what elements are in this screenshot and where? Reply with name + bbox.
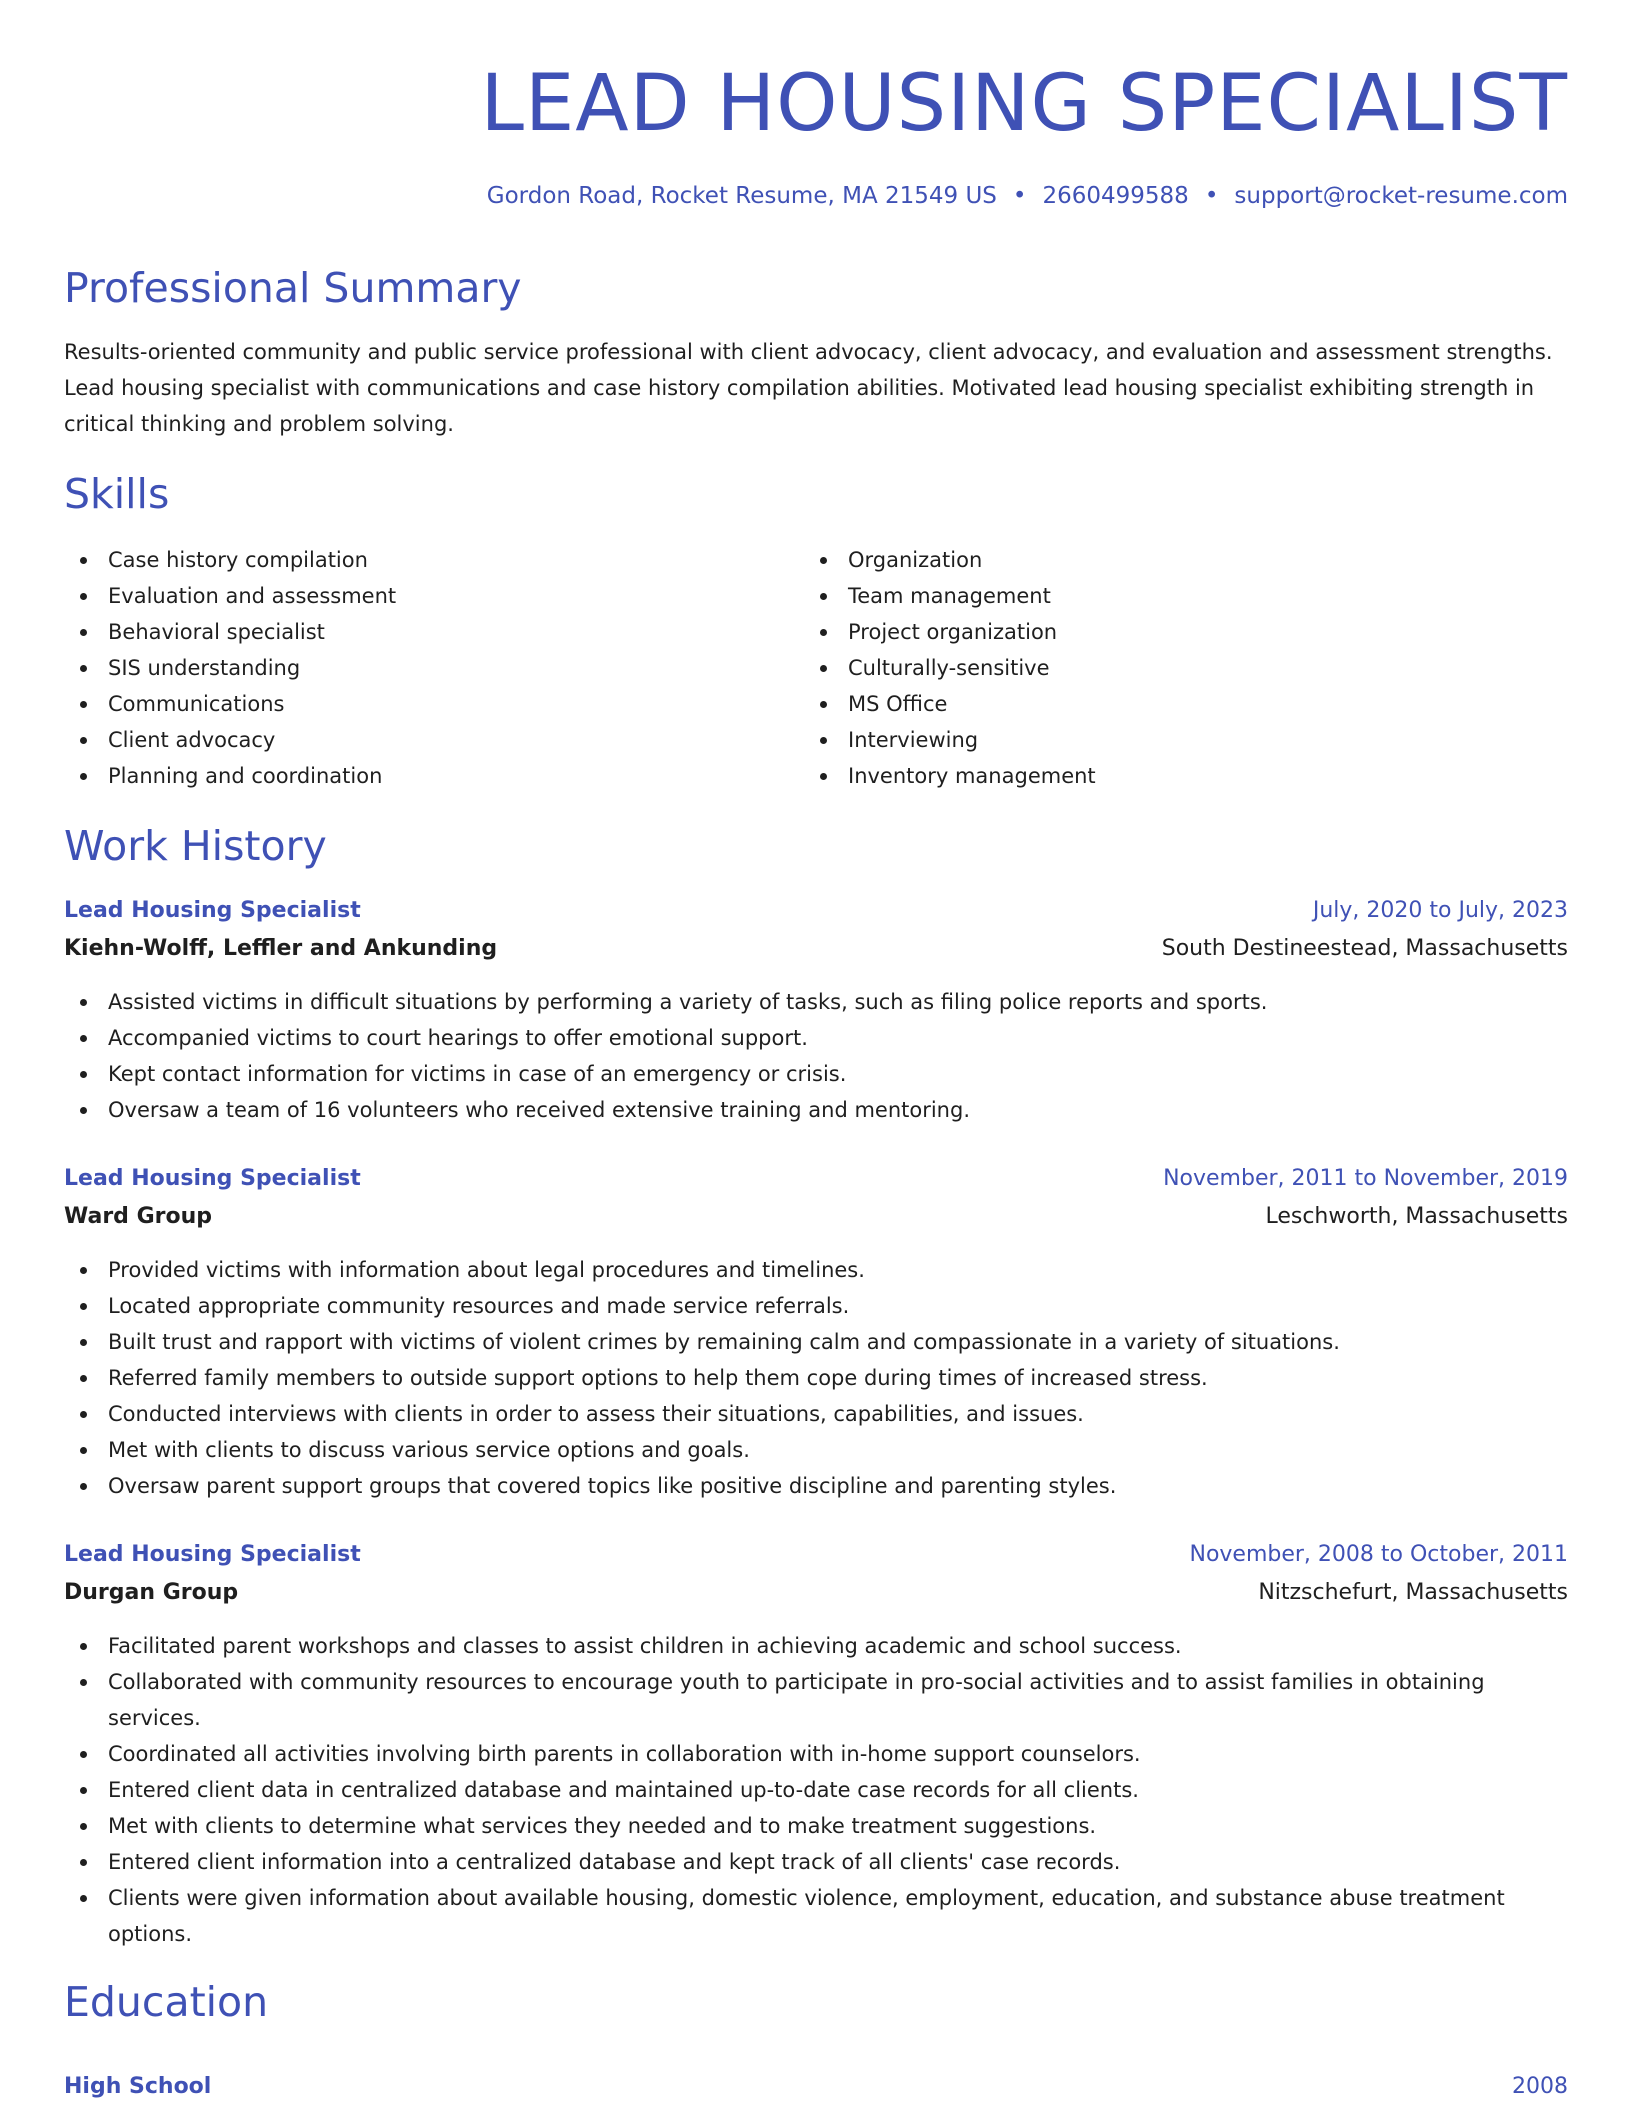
skills-list-left: [64, 542, 804, 794]
job-dates: November, 2011 to November, 2019: [1163, 1166, 1568, 1191]
list-item: Culturally-sensitive: [804, 650, 1544, 686]
contact-line: [487, 180, 1568, 212]
education-year: 2008: [1512, 2074, 1568, 2099]
skills-heading: Skills: [64, 470, 170, 518]
job-location: South Destineestead, Massachusetts: [1161, 936, 1568, 961]
skills-column-left: [64, 542, 804, 794]
contact-phone: 2660499588: [1042, 183, 1189, 209]
list-item: Planning and coordination: [64, 758, 804, 794]
contact-separator: •: [1012, 183, 1027, 209]
contact-email: support@rocket-resume.com: [1234, 183, 1568, 209]
list-item: Clients were given information about available housing, domestic violence, employment, education, and substance abuse treatment options.: [64, 1880, 1568, 1952]
education-heading: Education: [64, 1978, 269, 2026]
job-company: Kiehn-Wolff, Leffler and Ankunding: [64, 936, 498, 961]
job-header: [64, 1536, 1568, 1574]
list-item: Entered client information into a centralized database and kept track of all clients' case records.: [64, 1844, 1568, 1880]
job-header: [64, 892, 1568, 930]
list-item: Met with clients to discuss various service options and goals.: [64, 1432, 1568, 1468]
job-title: Lead Housing Specialist: [64, 898, 361, 923]
job-title: Lead Housing Specialist: [64, 1542, 361, 1567]
job-location: Leschworth, Massachusetts: [1265, 1204, 1568, 1229]
job-subheader: [64, 930, 1568, 968]
list-item: Provided victims with information about legal procedures and timelines.: [64, 1252, 1568, 1288]
list-item: Met with clients to determine what services they needed and to make treatment suggestions.: [64, 1808, 1568, 1844]
contact-address: Gordon Road, Rocket Resume, MA 21549 US: [486, 183, 997, 209]
job-subheader: [64, 1198, 1568, 1236]
list-item: Built trust and rapport with victims of violent crimes by remaining calm and compassionate in a variety of situations.: [64, 1324, 1568, 1360]
list-item: Coordinated all activities involving birth parents in collaboration with in-home support counselors.: [64, 1736, 1568, 1772]
list-item: Oversaw a team of 16 volunteers who received extensive training and mentoring.: [64, 1092, 1568, 1128]
list-item: Conducted interviews with clients in order to assess their situations, capabilities, and issues.: [64, 1396, 1568, 1432]
job-bullets: [64, 1252, 1568, 1504]
list-item: Located appropriate community resources and made service referrals.: [64, 1288, 1568, 1324]
summary-heading: Professional Summary: [64, 264, 522, 312]
list-item: Case history compilation: [64, 542, 804, 578]
list-item: Behavioral specialist: [64, 614, 804, 650]
job-dates: November, 2008 to October, 2011: [1189, 1542, 1568, 1567]
contact-separator: •: [1204, 183, 1219, 209]
job-subheader: [64, 1574, 1568, 1612]
education-degree: High School: [64, 2074, 212, 2099]
list-item: Organization: [804, 542, 1544, 578]
list-item: Oversaw parent support groups that covered topics like positive discipline and parenting styles.: [64, 1468, 1568, 1504]
list-item: Facilitated parent workshops and classes to assist children in achieving academic and school success.: [64, 1628, 1568, 1664]
work-history-heading: Work History: [64, 822, 327, 870]
job-entry: [64, 892, 1568, 1128]
list-item: Kept contact information for victims in case of an emergency or crisis.: [64, 1056, 1568, 1092]
resume-title: LEAD HOUSING SPECIALIST: [480, 59, 1568, 149]
list-item: Communications: [64, 686, 804, 722]
job-bullets: [64, 984, 1568, 1128]
list-item: Entered client data in centralized database and maintained up-to-date case records for all clients.: [64, 1772, 1568, 1808]
list-item: Project organization: [804, 614, 1544, 650]
job-bullets: [64, 1628, 1568, 1952]
job-dates: July, 2020 to July, 2023: [1312, 898, 1568, 923]
job-company: Ward Group: [64, 1204, 213, 1229]
skills-list-right: [804, 542, 1544, 794]
summary-text: Results-oriented community and public service professional with client advocacy, client advocacy, and evaluation and assessment strengths. Lead housing specialist with communications and case history compilation abilities. Motivated lead housing specialist exhibiting strength in critical thinking and problem solving.: [64, 340, 1553, 436]
list-item: SIS understanding: [64, 650, 804, 686]
list-item: MS Office: [804, 686, 1544, 722]
job-title: Lead Housing Specialist: [64, 1166, 361, 1191]
skills-column-right: [804, 542, 1544, 794]
list-item: Assisted victims in difficult situations by performing a variety of tasks, such as filing police reports and sports.: [64, 984, 1568, 1020]
list-item: Team management: [804, 578, 1544, 614]
job-location: Nitzschefurt, Massachusetts: [1258, 1580, 1568, 1605]
list-item: Referred family members to outside support options to help them cope during times of increased stress.: [64, 1360, 1568, 1396]
list-item: Collaborated with community resources to encourage youth to participate in pro-social activities and to assist families in obtaining services.: [64, 1664, 1568, 1736]
list-item: Client advocacy: [64, 722, 804, 758]
list-item: Interviewing: [804, 722, 1544, 758]
list-item: Inventory management: [804, 758, 1544, 794]
list-item: Evaluation and assessment: [64, 578, 804, 614]
job-header: [64, 1160, 1568, 1198]
list-item: Accompanied victims to court hearings to offer emotional support.: [64, 1020, 1568, 1056]
education-entry: [64, 2068, 1568, 2106]
job-entry: [64, 1160, 1568, 1504]
job-company: Durgan Group: [64, 1580, 239, 1605]
job-entry: [64, 1536, 1568, 1952]
